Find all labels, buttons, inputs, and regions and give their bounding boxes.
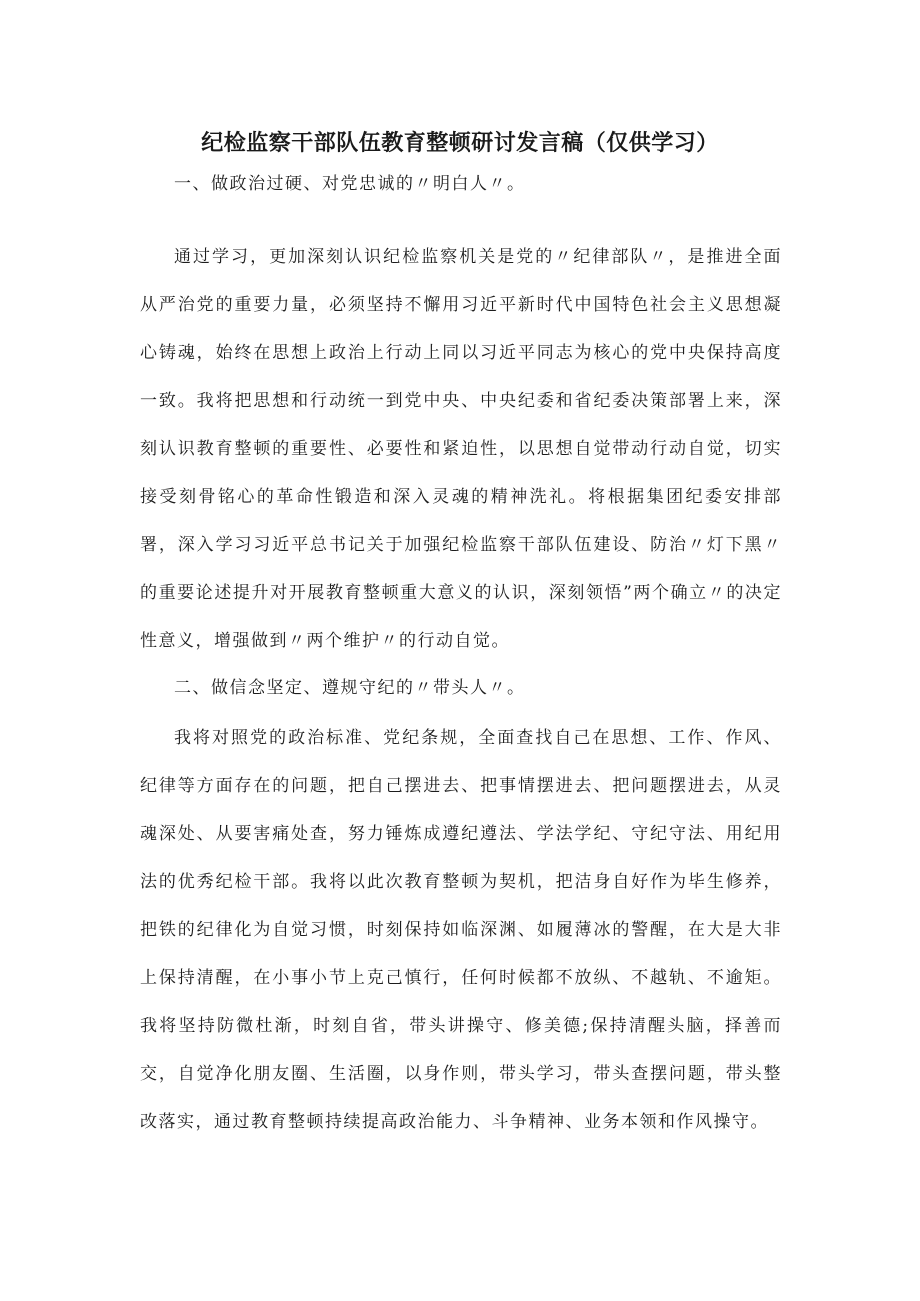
section-heading-1: 一、做政治过硬、对党忠诚的〃明白人〃。 bbox=[174, 174, 526, 194]
section-paragraph-1: 通过学习，更加深刻认识纪检监察机关是党的〃纪律部队〃，是推进全面从严治党的重要力量，必须坚持不懈用习近平新时代中国特色社会主义思想凝心铸魂，始终在思想上政治上行动上同以习近平同志为核心的党中央保持高度一致。我将把思想和行动统一到党中央、中央纪委和省纪委决策部署上来，深刻认识教育整顿的重要性、必要性和紧迫性，以思想自觉带动行动自觉，切实接受刻骨铭心的革命性锻造和深入灵魂的精神洗礼。将根据集团纪委安排部署，深入学习习近平总书记关于加强纪检监察干部队伍建设、防治〃灯下黑〃的重要论述提升对开展教育整顿重大意义的认识，深刻领悟”两个确立〃的决定性意义，增强做到〃两个维护〃的行动自觉。 bbox=[140, 247, 782, 651]
document-title: 纪检监察干部队伍教育整顿研讨发言稿（仅供学习） bbox=[201, 131, 719, 156]
section-heading-2: 二、做信念坚定、遵规守纪的〃带头人〃。 bbox=[174, 678, 526, 698]
section-paragraph-2: 我将对照党的政治标准、党纪条规，全面查找自己在思想、工作、作风、纪律等方面存在的问题，把自己摆进去、把事情摆进去、把问题摆进去，从灵魂深处、从要害痛处查，努力锤炼成遵纪遵法、学法学纪、守纪守法、用纪用法的优秀纪检干部。我将以此次教育整顿为契机，把洁身自好作为毕生修养，把铁的纪律化为自觉习惯，时刻保持如临深渊、如履薄冰的警醒，在大是大非上保持清醒，在小事小节上克己慎行，任何时候都不放纵、不越轨、不逾矩。我将坚持防微杜渐，时刻自省，带头讲操守、修美德;保持清醒头脑，择善而交，自觉净化朋友圈、生活圈，以身作则，带头学习，带头查摆问题，带头整改落实，通过教育整顿持续提高政治能力、斗争精神、业务本领和作风操守。 bbox=[140, 728, 782, 1132]
